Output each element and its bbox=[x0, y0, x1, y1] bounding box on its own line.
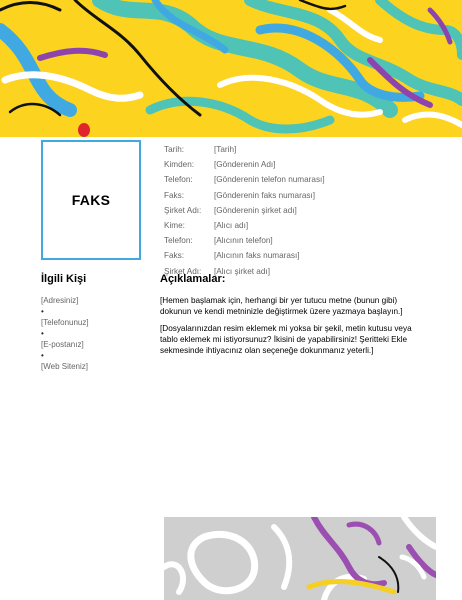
contact-address[interactable]: [Adresiniz] bbox=[41, 296, 79, 305]
notes-section bbox=[160, 273, 430, 362]
detail-label: Faks: bbox=[164, 251, 185, 261]
separator-bullet: • bbox=[41, 351, 44, 360]
separator-bullet: • bbox=[41, 307, 44, 316]
detail-row-sender-phone bbox=[164, 172, 325, 187]
detail-label: Şirket Adı: bbox=[164, 205, 202, 215]
notes-heading: Açıklamalar: bbox=[160, 273, 226, 285]
detail-label: Kime: bbox=[164, 221, 185, 231]
detail-value[interactable]: [Alıcı adı] bbox=[214, 221, 249, 231]
detail-row-from bbox=[164, 157, 325, 172]
detail-label: Kimden: bbox=[164, 160, 195, 170]
detail-value[interactable]: [Alıcının telefon] bbox=[214, 236, 273, 246]
document-title: FAKS bbox=[71, 192, 111, 208]
detail-label: Telefon: bbox=[164, 175, 193, 185]
detail-label: Şirket Adı: bbox=[164, 266, 202, 276]
detail-value[interactable]: [Gönderenin Adı] bbox=[214, 160, 276, 170]
notes-paragraph[interactable]: [Hemen başlamak için, herhangi bir yer tutucu metne (bunun gibi) dokunun ve kendi metninizle değiştirmek üzere yazmaya başlayın.] bbox=[160, 296, 403, 316]
fax-details-list bbox=[164, 142, 325, 279]
detail-value[interactable]: [Alıcının faks numarası] bbox=[214, 251, 300, 261]
detail-label: Faks: bbox=[164, 190, 185, 200]
contact-heading: İlgili Kişi bbox=[41, 273, 87, 285]
separator-bullet: • bbox=[41, 329, 44, 338]
detail-row-sender-company bbox=[164, 203, 325, 218]
contact-website[interactable]: [Web Siteniz] bbox=[41, 362, 88, 371]
detail-label: Tarih: bbox=[164, 145, 185, 155]
detail-value[interactable]: [Gönderenin şirket adı] bbox=[214, 205, 297, 215]
detail-value[interactable]: [Alıcı şirket adı] bbox=[214, 266, 270, 276]
contact-phone[interactable]: [Telefonunuz] bbox=[41, 318, 89, 327]
footer-swirl-art bbox=[164, 517, 436, 600]
detail-row-recipient-phone bbox=[164, 233, 325, 248]
detail-value[interactable]: [Gönderenin telefon numarası] bbox=[214, 175, 325, 185]
fax-title-box bbox=[41, 140, 141, 260]
contact-email[interactable]: [E-postanız] bbox=[41, 340, 84, 349]
detail-value[interactable]: [Gönderenin faks numarası] bbox=[214, 190, 316, 200]
notes-paragraph[interactable]: [Dosyalarınızdan resim eklemek mi yoksa bir şekil, metin kutusu veya tablo eklemek mi istiyorsunuz? İkisini de yapabilirsiniz! Şeritteki Ekle sekmesinde ihtiyacınız olan seçeneğe dokunmanız yeterli.] bbox=[160, 324, 412, 355]
detail-row-sender-fax bbox=[164, 188, 325, 203]
detail-label: Telefon: bbox=[164, 236, 193, 246]
detail-value[interactable]: [Tarih] bbox=[214, 145, 237, 155]
detail-row-recipient-fax bbox=[164, 248, 325, 263]
detail-row-to bbox=[164, 218, 325, 233]
header-swirl-art bbox=[0, 0, 462, 137]
detail-row-date bbox=[164, 142, 325, 157]
contact-section bbox=[41, 273, 141, 372]
